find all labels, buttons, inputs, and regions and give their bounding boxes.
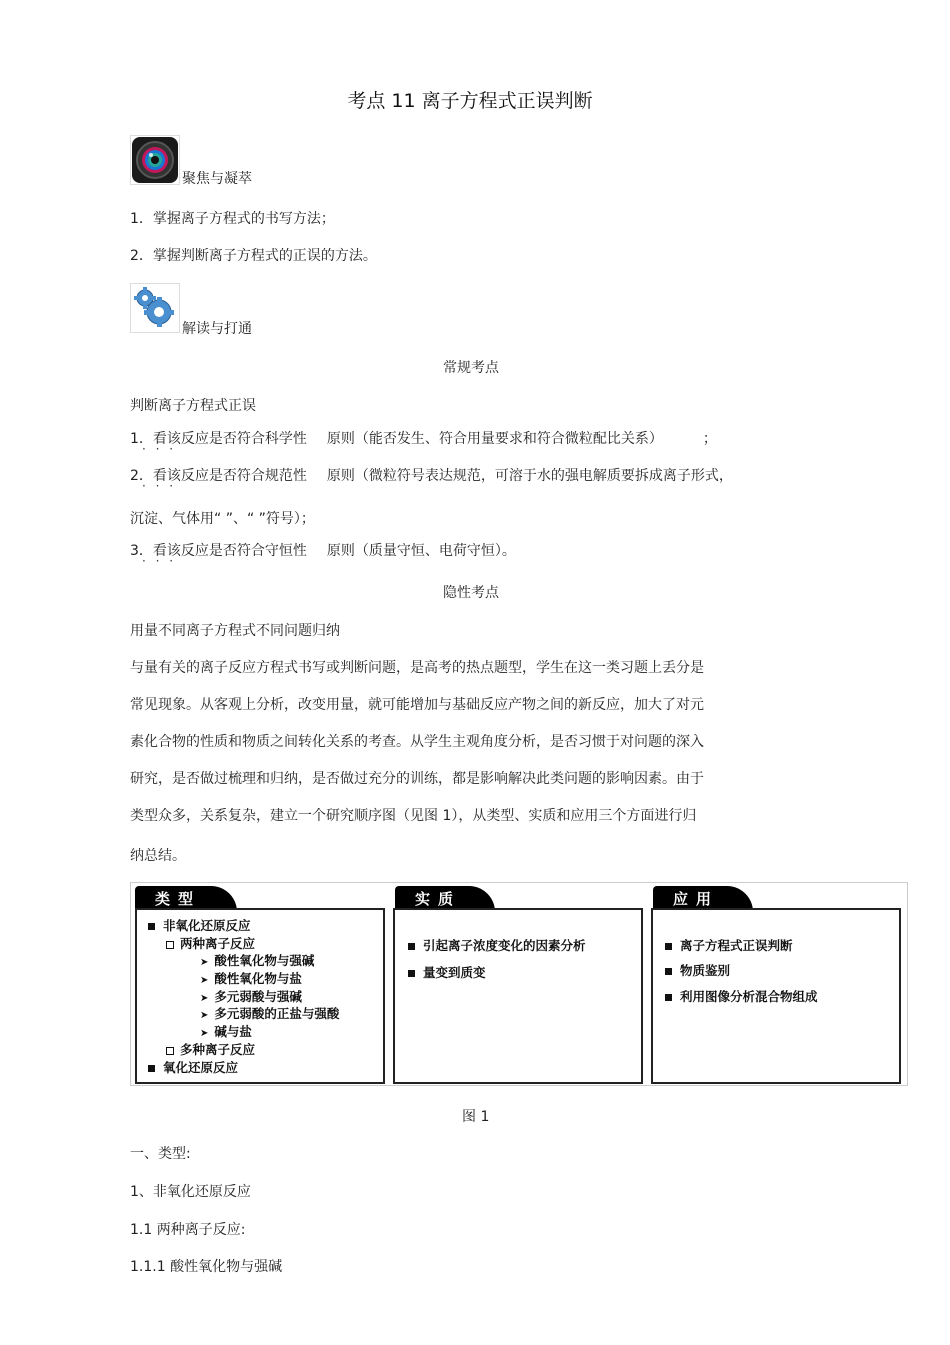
type-item-weak-acid-base: ➤ 多元弱酸与强碱 xyxy=(200,989,302,1004)
type-item-acid-oxide-base: ➤ 酸性氧化物与强碱 xyxy=(200,953,315,968)
routine-item-3: 3．看该反应是否符合守恒性 · · · 原则（质量守恒、电荷守恒）。 xyxy=(130,540,516,560)
routine-subtitle: 判断离子方程式正误 xyxy=(130,398,256,414)
hidden-para-line-5: 类型众多，关系复杂，建立一个研究顺序图（见图 1），从类型、实质和应用三个方面进行归 xyxy=(130,808,697,824)
outline-4: 1.1.1 酸性氧化物与强碱 xyxy=(130,1259,283,1275)
routine-heading: 常规考点 xyxy=(443,360,499,376)
hidden-para-line-1: 与量有关的离子反应方程式书写或判断问题，是高考的热点题型，学生在这一类习题上丢分是 xyxy=(130,660,704,676)
camera-lens-icon xyxy=(130,135,180,185)
hidden-para-line-6: 纳总结。 xyxy=(130,848,186,864)
essence-item-1: 引起离子浓度变化的因素分析 xyxy=(408,936,586,954)
tab-type: 类型 xyxy=(135,886,237,912)
outline-3: 1.1 两种离子反应: xyxy=(130,1222,246,1238)
type-item-multi-ions: 多种离子反应 xyxy=(166,1040,255,1058)
routine-item-2: 2．看该反应是否符合规范性 · · · 原则（微粒符号表达规范，可溶于水的强电解质要拆成离子形式， xyxy=(130,465,733,485)
tab-application: 应用 xyxy=(653,886,753,912)
hidden-subtitle: 用量不同离子方程式不同问题归纳 xyxy=(130,623,340,639)
essence-item-2: 量变到质变 xyxy=(408,963,486,981)
type-item-nonredox: 非氧化还原反应 xyxy=(148,916,251,934)
hidden-para-line-2: 常见现象。从客观上分析，改变用量，就可能增加与基础反应产物之间的新反应，加大了对元 xyxy=(130,697,704,713)
type-item-acid-oxide-salt: ➤ 酸性氧化物与盐 xyxy=(200,971,302,986)
outline-2: 1、非氧化还原反应 xyxy=(130,1184,251,1200)
application-item-1: 离子方程式正误判断 xyxy=(665,936,793,954)
tab-essence: 实质 xyxy=(395,886,495,912)
hidden-para-line-3: 素化合物的性质和物质之间转化关系的考查。从学生主观角度分析，是否习惯于对问题的深入 xyxy=(130,734,704,750)
type-item-base-salt: ➤ 碱与盐 xyxy=(200,1024,252,1039)
research-order-diagram xyxy=(130,880,908,1086)
routine-item-1: 1．看该反应是否符合科学性 · · · 原则（能否发生、符合用量要求和符合微粒配比关系） ； xyxy=(130,428,717,448)
figure-caption: 图 1 xyxy=(462,1109,490,1125)
routine-item-2-cont: 沉淀、气体用“ ”、“ ”符号）； xyxy=(130,511,315,527)
hidden-para-line-4: 研究，是否做过梳理和归纳，是否做过充分的训练，都是影响解决此类问题的影响因素。由于 xyxy=(130,771,704,787)
section-heading-focus: 聚焦与凝萃 xyxy=(182,171,252,187)
gears-icon xyxy=(130,283,180,333)
goal-1: 1．掌握离子方程式的书写方法； xyxy=(130,211,335,227)
goal-2: 2．掌握判断离子方程式的正误的方法。 xyxy=(130,248,377,264)
application-item-2: 物质鉴别 xyxy=(665,961,730,979)
hidden-heading: 隐性考点 xyxy=(443,585,499,601)
panel-essence xyxy=(393,908,643,1084)
page-title: 考点 11 离子方程式正误判断 xyxy=(347,90,593,112)
application-item-3: 利用图像分析混合物组成 xyxy=(665,987,818,1005)
section-heading-interpret: 解读与打通 xyxy=(182,321,252,337)
type-item-redox: 氧化还原反应 xyxy=(148,1058,238,1076)
type-item-two-ions: 两种离子反应 xyxy=(166,934,255,952)
type-item-weak-acid-salt-strong-acid: ➤ 多元弱酸的正盐与强酸 xyxy=(200,1006,340,1021)
outline-1: 一、类型: xyxy=(130,1146,191,1162)
